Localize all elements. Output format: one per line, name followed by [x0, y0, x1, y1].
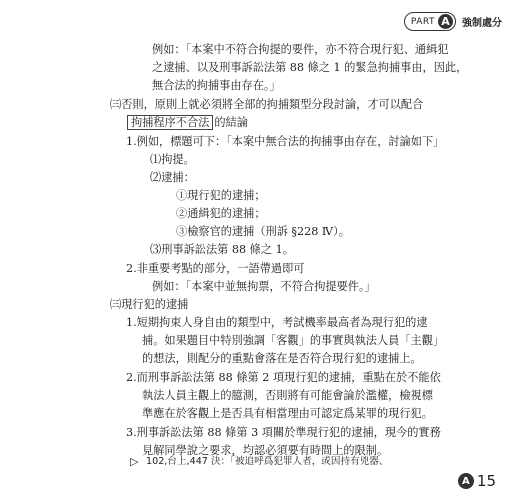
text-line: ②通緝犯的逮捕；: [176, 207, 266, 220]
text-line: 1.短期拘束人身自由的類型中，考試機率最高者為現行犯的逮: [126, 316, 428, 329]
text-line: 捕。如果題目中特別強調「客觀」的事實與執法人員「主觀」: [142, 334, 445, 347]
text-line: 例如：「本案中不符合拘提的要件，亦不符合現行犯、通緝犯: [152, 43, 449, 56]
text-line: 1.例如，標題可下：「本案中無合法的拘捕事由存在，討論如下」: [126, 135, 445, 148]
text-line: 2.非重要考點的部分，一語帶過即可: [126, 262, 305, 275]
part-word: PART: [410, 16, 435, 27]
page-footer: [458, 472, 496, 490]
boxed-term: 拘捕程序不合法: [127, 115, 213, 130]
text-line: 的想法，則配分的重點會落在是否符合現行犯的逮捕上。: [142, 352, 422, 365]
quote-line: 102,台上,447 決：「被追呼爲犯罪人者，或因持有兇器、: [146, 456, 389, 467]
section-title: 強制處分: [462, 18, 502, 29]
text-line: 準應在於客觀上是否具有相當理由可認定爲某罪的現行犯。: [142, 407, 433, 420]
text-line: 2.而刑事訴訟法第 88 條第 2 項現行犯的逮捕，重點在於不能依: [126, 371, 441, 384]
text-line: ⑵逮捕：: [150, 171, 195, 184]
case-quote: [146, 454, 464, 471]
part-badge: [404, 12, 456, 31]
text-line: 之逮捕、以及刑事訴訟法第 88 條之 1 的緊急拘捕事由，因此，: [152, 61, 468, 74]
quote-marker: ▷: [130, 455, 139, 468]
text-line: [126, 115, 248, 131]
text-line: 無合法的拘捕事由存在。」: [152, 79, 281, 92]
text-line: ㈢現行犯的逮捕: [110, 298, 189, 311]
page-number: 15: [476, 472, 496, 490]
text-suffix: 的結論: [214, 116, 248, 129]
text-line: ㈢否則，原則上就必須將全部的拘捕類型分段討論，才可以配合: [110, 98, 424, 111]
page-header: [404, 12, 502, 31]
text-line: ⑶刑事訴訟法第 88 條之 1。: [150, 243, 294, 256]
text-line: 例如：「本案中並無拘票，不符合拘提要件。」: [152, 280, 376, 293]
text-line: ①現行犯的逮捕；: [176, 189, 266, 202]
text-line: 見解同學說之要求，均認必須要有時間上的限制。: [142, 444, 389, 457]
part-letter: A: [438, 14, 453, 29]
text-line: 3.刑事訴訟法第 88 條第 3 項關於準現行犯的逮捕，現今的實務: [126, 426, 441, 439]
footer-part-letter: A: [458, 473, 474, 489]
text-line: ⑴拘提。: [150, 153, 195, 166]
text-line: 執法人員主觀上的臆測，否則將有可能會論於濫權，檢視標: [142, 389, 433, 402]
text-line: ③檢察官的逮捕（刑訴 §228 Ⅳ）。: [176, 225, 350, 238]
